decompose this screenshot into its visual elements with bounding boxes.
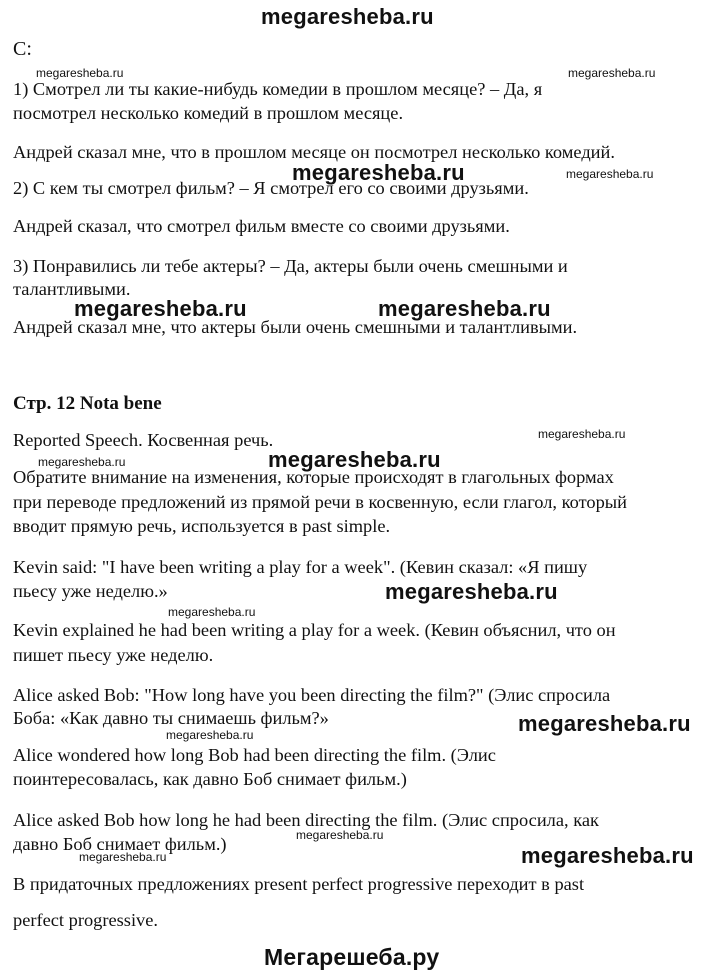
example-line: Kevin explained he had been writing a play for a week. (Кевин объяснил, что он [13,620,616,640]
example-line: Alice asked Bob how long he had been directing the film. (Элис спросила, как [13,810,599,830]
watermark: megaresheba.ru [166,728,254,742]
section-label: C: [13,38,32,60]
example-line: пишет пьесу уже неделю. [13,645,214,665]
watermark: megaresheba.ru [38,455,126,469]
subtitle: Reported Speech. Косвенная речь. [13,430,274,450]
watermark: megaresheba.ru [36,66,124,80]
example-line: поинтересовалась, как давно Боб снимает фильм.) [13,769,407,789]
watermark: megaresheba.ru [292,160,465,185]
section-heading: Стр. 12 Nota bene [13,393,162,414]
paragraph-line: при переводе предложений из прямой речи в косвенную, если глагол, который [13,492,627,512]
example-line: давно Боб снимает фильм.) [13,834,227,854]
question-line: 2) С кем ты смотрел фильм? – Я смотрел его со своими друзьями. [13,178,529,198]
example-line: Kevin said: "I have been writing a play for a week". (Кевин сказал: «Я пишу [13,557,588,577]
question-line: посмотрел несколько комедий в прошлом месяце. [13,103,404,123]
watermark: megaresheba.ru [168,605,256,619]
example-line: Alice wondered how long Bob had been directing the film. (Элис [13,745,496,765]
footer-watermark: Мегарешеба.ру [264,944,440,970]
question-line: 1) Смотрел ли ты какие-нибудь комедии в прошлом месяце? – Да, я [13,79,543,99]
watermark: megaresheba.ru [378,296,551,321]
rule-line: perfect progressive. [13,910,159,930]
watermark: megaresheba.ru [566,167,654,181]
watermark: megaresheba.ru [521,843,694,868]
watermark: megaresheba.ru [268,447,441,472]
watermark: megaresheba.ru [296,828,384,842]
watermark: megaresheba.ru [538,427,626,441]
watermark: megaresheba.ru [385,579,558,604]
paragraph-line: Обратите внимание на изменения, которые происходят в глагольных формах [13,467,614,487]
watermark: megaresheba.ru [568,66,656,80]
example-line: пьесу уже неделю.» [13,581,168,601]
question-line: талантливыми. [13,279,131,299]
watermark: megaresheba.ru [74,296,247,321]
watermark: megaresheba.ru [79,850,167,864]
example-line: Боба: «Как давно ты снимаешь фильм?» [13,708,329,728]
question-line: 3) Понравились ли тебе актеры? – Да, актеры были очень смешными и [13,256,568,276]
header-watermark: megaresheba.ru [261,4,434,29]
example-line: Alice asked Bob: "How long have you been directing the film?" (Элис спросила [13,685,611,705]
paragraph-line: вводит прямую речь, используется в past simple. [13,516,391,536]
reported-line: Андрей сказал мне, что в прошлом месяце он посмотрел несколько комедий. [13,142,615,162]
watermark: megaresheba.ru [518,711,691,736]
reported-line: Андрей сказал, что смотрел фильм вместе со своими друзьями. [13,216,510,236]
rule-line: В придаточных предложениях present perfect progressive переходит в past [13,874,585,894]
reported-line: Андрей сказал мне, что актеры были очень смешными и талантливыми. [13,317,578,337]
